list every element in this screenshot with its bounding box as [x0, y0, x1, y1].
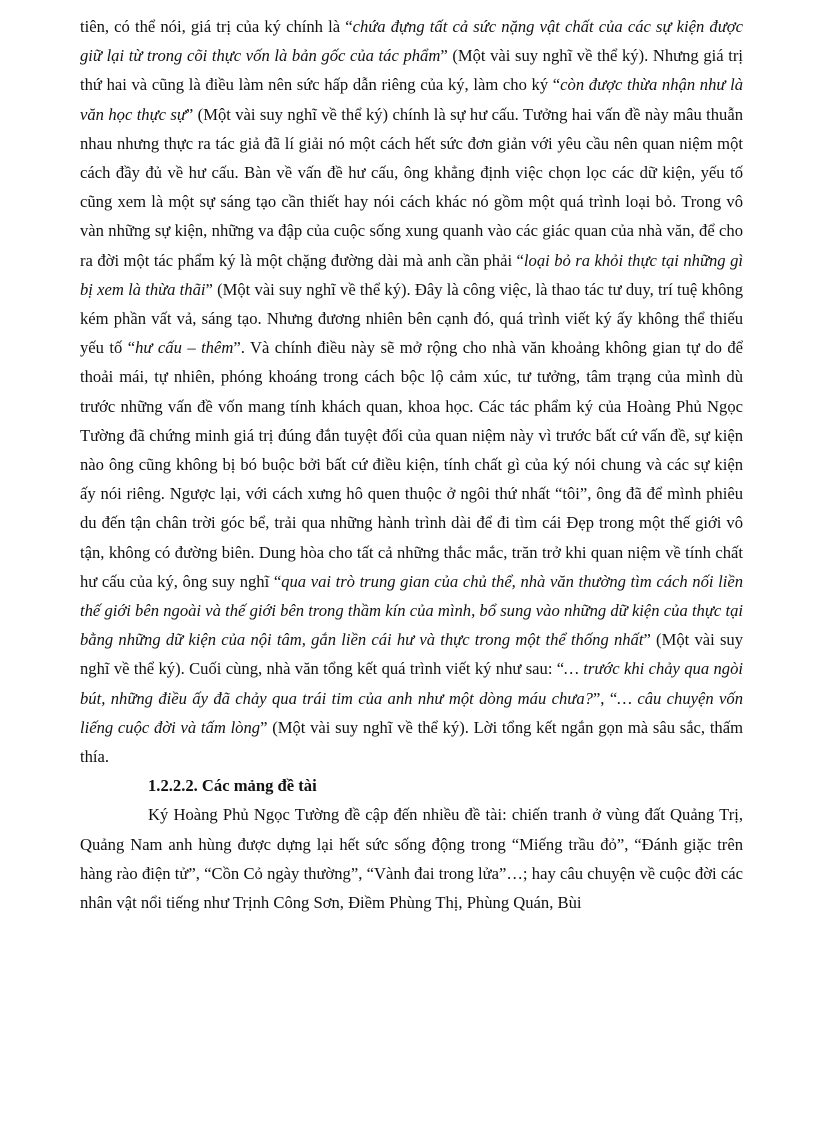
document-page [80, 12, 743, 917]
text-run: ”. Và chính điều này sẽ mở rộng cho nhà văn khoảng không gian tự do để thoải mái, tự nhiên, phóng khoáng trong cách bộc lộ cảm xúc, tư tưởng, tâm trạng của mình dù trước những vấn đề vốn mang tính khách quan, khoa học. Các tác phẩm ký của Hoàng Phủ Ngọc Tường đã chứng minh giá trị đúng đắn tuyệt đối của quan niệm này vì trước bất cứ vấn đề, sự kiện nào ông cũng không bị bó buộc bởi bất cứ điều kiện, tính chất gì của ký nói chung và các sự kiện ấy nói riêng. Ngược lại, với cách xưng hô quen thuộc ở ngôi thứ nhất “tôi”, ông đã để mình phiêu du đến tận chân trời góc bể, trải qua những hành trình dài để đi tìm cái Đẹp trong một thế giới vô tận, không có đường biên. Dung hòa cho tất cả những thắc mắc, trăn trở khi quan niệm về tính chất hư cấu của ký, ông suy nghĩ “ [80, 338, 743, 591]
text-run: ” (Một vài suy nghĩ về thể ký). Cuối cùng, nhà văn tổng kết quá trình viết ký như sau: “ [80, 630, 743, 679]
italic-quote-run: … câu chuyện vốn liếng cuộc đời và tấm lòng [80, 688, 743, 737]
text-run: ” (Một vài suy nghĩ về thể ký). Lời tổng kết ngắn gọn mà sâu sắc, thấm thía. [80, 717, 743, 767]
body-paragraph-1 [80, 12, 743, 771]
body-paragraph-2: Ký Hoàng Phủ Ngọc Tường đề cập đến nhiều đề tài: chiến tranh ở vùng đất Quảng Trị, Quảng Nam anh hùng được dựng lại hết sức sống động trong “Miếng trầu đỏ”, “Đánh giặc trên hàng rào điện tử”, “Cồn Cỏ ngày thường”, “Vành đai trong lửa”…; hay câu chuyện về cuộc đời các nhân vật nổi tiếng như Trịnh Công Sơn, Điềm Phùng Thị, Phùng Quán, Bùi [80, 805, 743, 913]
italic-quote-run: còn được thừa nhận như là văn học thực sự [80, 75, 743, 124]
section-heading: 1.2.2.2. Các mảng đề tài [148, 776, 317, 796]
text-run: ” (Một vài suy nghĩ về thể ký). Đây là công việc, là thao tác tư duy, trí tuệ không kém phần vất vả, sáng tạo. Nhưng đương nhiên bên cạnh đó, quá trình viết ký ấy không thể thiếu yếu tố “ [80, 279, 744, 358]
italic-quote-run: chứa đựng tất cả sức nặng vật chất của các sự kiện được giữ lại từ trong cõi thực vốn là bản gốc của tác phẩm [80, 17, 743, 66]
italic-quote-run: loại bỏ ra khỏi thực tại những gì bị xem là thừa thãi [80, 250, 743, 299]
text-run: ” (Một vài suy nghĩ về thể ký) chính là sự hư cấu. Tưởng hai vấn đề này mâu thuẫn nhau nhưng thực ra tác giả đã lí giải nó một cách hết sức đơn giản với yêu cầu nên quan niệm một cách đầy đủ về hư cấu. Bàn về vấn đề hư cấu, ông khẳng định việc chọn lọc các dữ kiện, yếu tố cũng xem là một sự sáng tạo cần thiết hay nói cách khác nó gồm một quá trình loại bỏ. Trong vô vàn những sự kiện, những va đập của cuộc sống xung quanh vào các giác quan của nhà văn, để cho ra đời một tác phẩm ký là một chặng đường dài mà anh cần phải “ [80, 104, 743, 270]
text-run: ”, “ [592, 688, 618, 708]
italic-quote-run: … trước khi chảy qua ngòi bút, những điều ấy đã chảy qua trái tim của anh như một dòng máu chưa? [80, 659, 743, 708]
text-run: tiên, có thể nói, giá trị của ký chính là “ [80, 17, 353, 36]
italic-quote-run: hư cấu – thêm [135, 338, 234, 358]
italic-quote-run: qua vai trò trung gian của chủ thể, nhà văn thường tìm cách nối liền thế giới bên ngoài và thế giới bên trong thầm kín của mình, bổ sung vào những dữ kiện của thực tại bằng những dữ kiện của nội tâm, gắn liền cái hư và thực trong một thể thống nhất [80, 571, 743, 650]
text-run: ” (Một vài suy nghĩ về thể ký). Nhưng giá trị thứ hai và cũng là điều làm nên sức hấp dẫn riêng của ký, làm cho ký “ [80, 46, 743, 95]
